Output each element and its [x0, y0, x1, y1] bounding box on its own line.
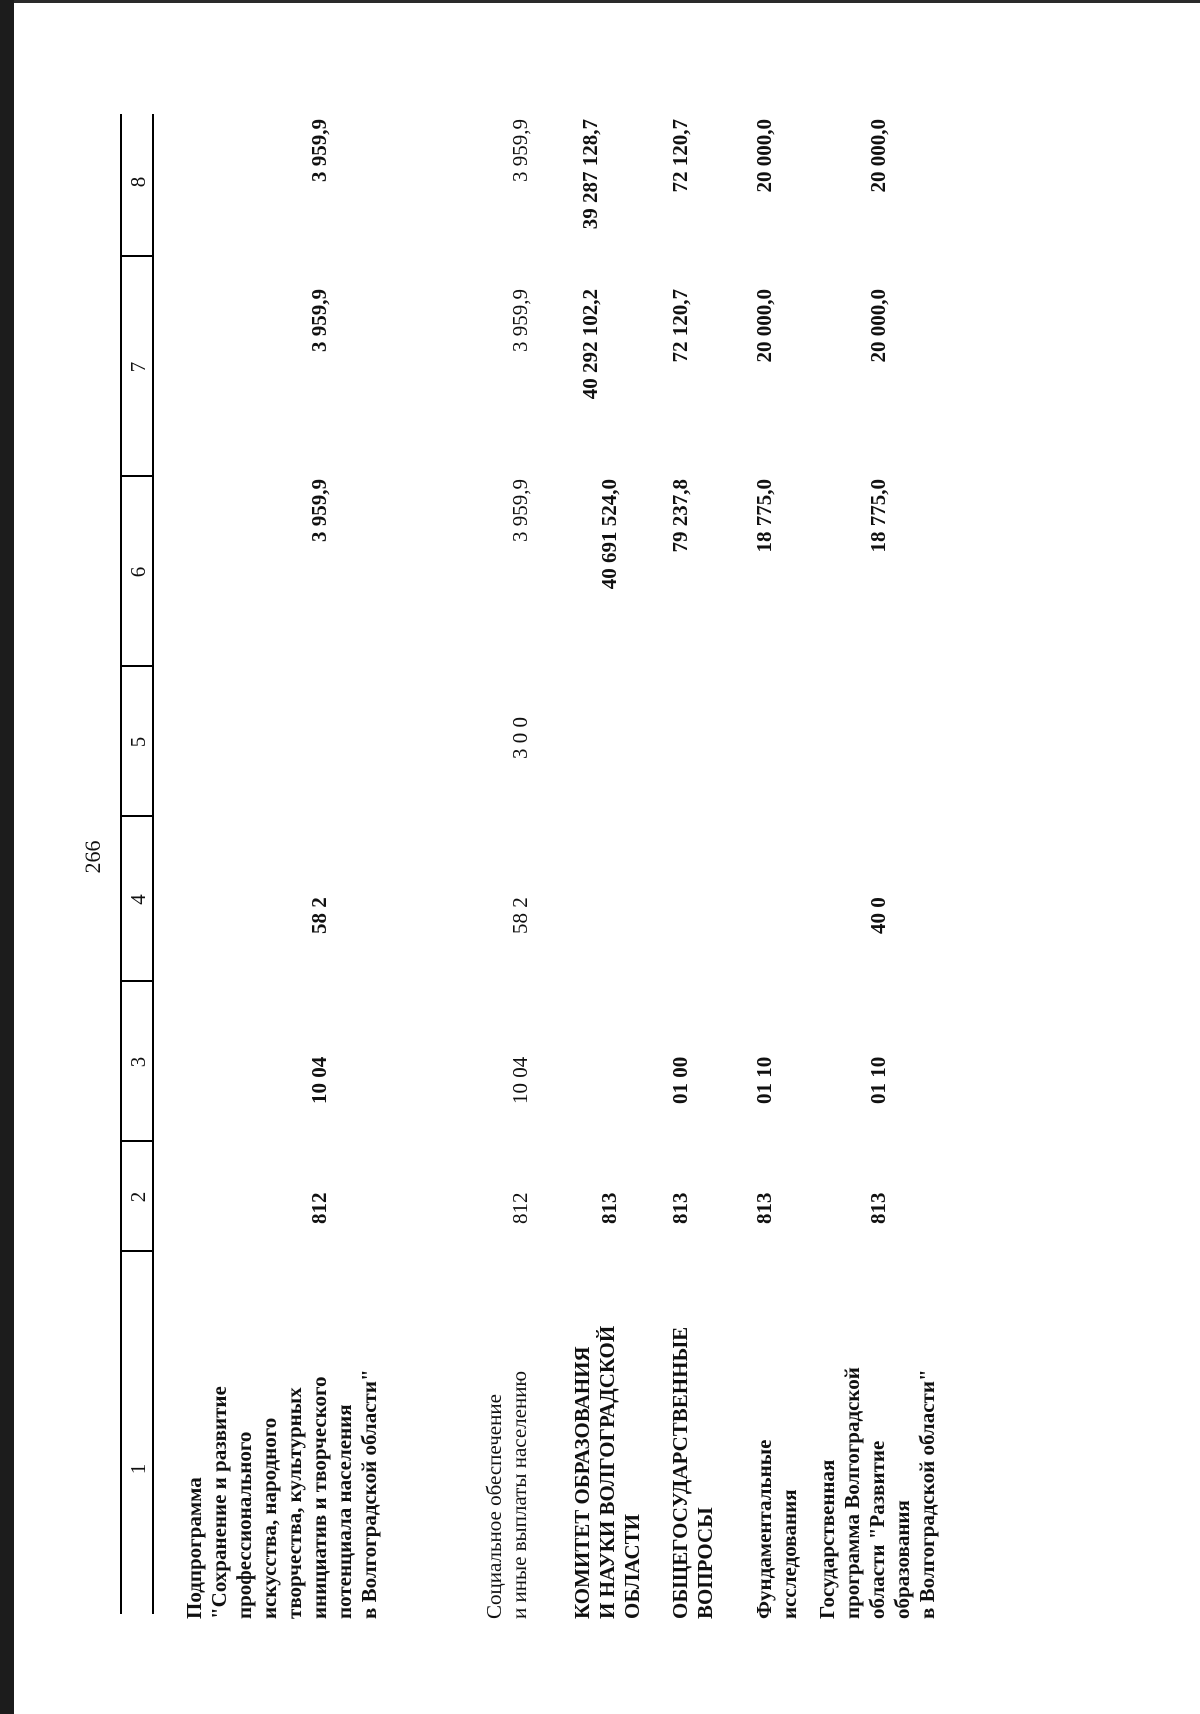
column-header-2: 2: [126, 1191, 150, 1203]
row-1-col-8: 3 959,9: [307, 119, 331, 182]
table-top-border: [120, 114, 122, 1614]
row-2-col-7: 3 959,9: [508, 289, 532, 352]
row-1-col-3: 10 04: [307, 1056, 331, 1104]
row-3-name: КОМИТЕТ ОБРАЗОВАНИЯ И НАУКИ ВОЛГОГРАДСКОЙ ОБЛАСТИ: [570, 1325, 644, 1619]
row-1-col-6: 3 959,9: [307, 479, 331, 542]
row-3-col-7: 40 292 102,2: [578, 289, 602, 400]
column-header-8: 8: [126, 176, 150, 188]
row-6-col-4: 40 0: [866, 897, 890, 934]
table-header-bottom-border: [152, 114, 154, 1614]
page-number: 266: [80, 840, 105, 874]
column-header-7: 7: [126, 361, 150, 373]
row-2-col-5: 3 0 0: [508, 717, 532, 759]
row-4-name: ОБЩЕГОСУДАРСТВЕННЫЕ ВОПРОСЫ: [668, 1326, 717, 1619]
column-header-6: 6: [126, 566, 150, 578]
row-2-col-6: 3 959,9: [508, 479, 532, 542]
column-header-4: 4: [126, 894, 150, 905]
row-5-col-8: 20 000,0: [752, 119, 776, 193]
row-3-col-8: 39 287 128,7: [578, 119, 602, 230]
row-4-col-7: 72 120,7: [668, 289, 692, 363]
row-6-col-7: 20 000,0: [866, 289, 890, 363]
row-5-col-2: 813: [752, 1192, 776, 1224]
column-header-3: 3: [126, 1056, 150, 1068]
row-2-col-2: 812: [508, 1192, 532, 1224]
row-2-col-4: 58 2: [508, 897, 532, 934]
row-6-name: Государственная программа Волгоградской области "Развитие образования в Волгоградской области": [815, 1367, 939, 1619]
row-3-col-2: 813: [597, 1192, 621, 1224]
column-header-5: 5: [126, 736, 150, 748]
row-3-col-6: 40 691 524,0: [597, 479, 621, 590]
row-6-col-6: 18 775,0: [866, 479, 890, 553]
row-1-col-2: 812: [307, 1192, 331, 1224]
row-1-col-7: 3 959,9: [307, 289, 331, 352]
row-1-col-4: 58 2: [307, 897, 331, 934]
row-5-col-7: 20 000,0: [752, 289, 776, 363]
row-4-col-6: 79 237,8: [668, 479, 692, 553]
row-4-col-8: 72 120,7: [668, 119, 692, 193]
row-2-name: Социальное обеспечение и иные выплаты населению: [482, 1370, 531, 1619]
row-6-col-2: 813: [866, 1192, 890, 1224]
row-1-name: Подпрограмма "Сохранение и развитие профессионального искусства, народного творчества, культурных инициатив и творческого потенциала населения в Волгоградской области": [182, 1369, 381, 1619]
row-2-col-3: 10 04: [508, 1056, 532, 1104]
row-4-col-2: 813: [668, 1192, 692, 1224]
row-6-col-8: 20 000,0: [866, 119, 890, 193]
row-5-col-3: 01 10: [752, 1056, 776, 1104]
column-header-1: 1: [126, 1463, 150, 1475]
row-2-col-8: 3 959,9: [508, 119, 532, 182]
row-4-col-3: 01 00: [668, 1056, 692, 1104]
row-5-name: Фундаментальные исследования: [752, 1439, 801, 1619]
row-6-col-3: 01 10: [866, 1056, 890, 1104]
row-5-col-6: 18 775,0: [752, 479, 776, 553]
